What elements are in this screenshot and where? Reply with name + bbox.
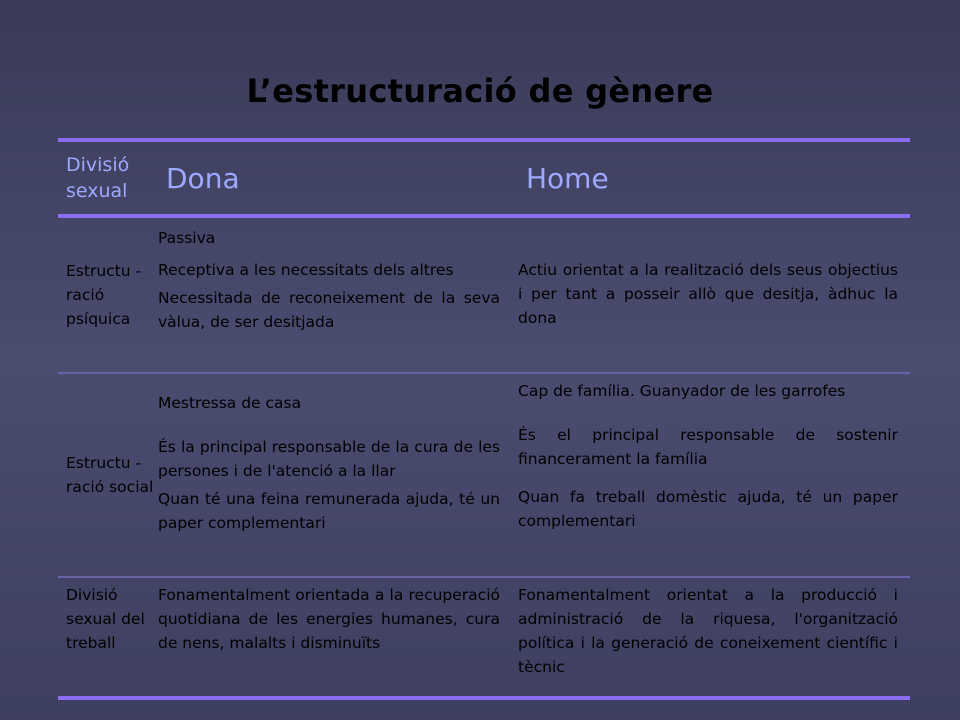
table-header: [58, 142, 910, 214]
row-divisio-treball: [58, 578, 910, 696]
dona-cell-receptiva: Receptiva a les necessitats dels altres: [158, 261, 454, 279]
dona-col-psiquica: [158, 218, 500, 372]
home-cell-treball: Fonamentalment orientat a la producció i administració de la riquesa, l'organització política i la generació de coneixement científic i tècnic: [518, 586, 898, 676]
header-divisio-sexual: Divisió sexual: [66, 154, 130, 202]
home-cell-responsable: És el principal responsable de sostenir financerament la família: [518, 426, 898, 468]
header-dona: Dona: [166, 161, 240, 195]
dona-cell-treball: Fonamentalment orientada a la recuperació quotidiana de les energies humanes, cura de nens, malalts i disminuïts: [158, 586, 500, 652]
table-bottom-rule: [58, 696, 910, 700]
header-home: Home: [526, 161, 609, 195]
page-title: L’estructuració de gènere: [246, 72, 714, 110]
home-cell-psiquica: Actiu orientat a la realització dels seus objectius i per tant a posseir allò que desitja, àdhuc la dona: [518, 261, 898, 327]
gender-structure-table: [58, 138, 910, 700]
row-label-social: Estructu -ració social: [66, 454, 154, 496]
row-label-treball: Divisió sexual del treball: [66, 586, 145, 652]
row-estructuracio-psiquica: [58, 218, 910, 372]
dona-cell-necessitada: Necessitada de reconeixement de la seva vàlua, de ser desitjada: [158, 289, 500, 331]
dona-cell-passiva: Passiva: [158, 229, 216, 247]
dona-col-social: [158, 374, 500, 576]
home-col-social: [518, 374, 898, 576]
home-cell-treball-domestic: Quan fa treball domèstic ajuda, té un paper complementari: [518, 488, 898, 530]
dona-cell-responsable: És la principal responsable de la cura de les persones i de l'atenció a la llar: [158, 438, 500, 480]
row-label-psiquica: Estructu -ració psíquica: [66, 262, 142, 328]
dona-cell-mestressa: Mestressa de casa: [158, 394, 302, 412]
dona-cell-feina: Quan té una feina remunerada ajuda, té un paper complementari: [158, 490, 500, 532]
home-cell-cap-familia: Cap de família. Guanyador de les garrofes: [518, 382, 846, 400]
row-estructuracio-social: [58, 374, 910, 576]
